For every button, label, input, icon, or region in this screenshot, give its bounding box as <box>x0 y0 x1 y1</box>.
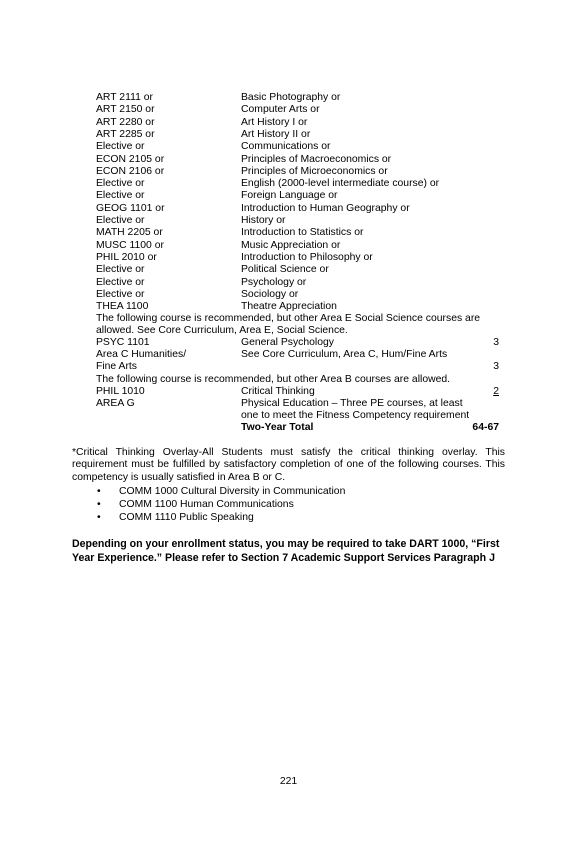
comm-course-item: COMM 1100 Human Communications <box>119 499 294 510</box>
critical-thinking-paragraph: *Critical Thinking Overlay-All Students must satisfy the critical thinking overlay. This requirement must be fulfilled by satisfactory completion of one of the following courses. This competency is usually satisfied in Area B or C. <box>72 447 505 483</box>
course-title: Music Appreciation or <box>241 240 341 251</box>
course-title: Sociology or <box>241 289 299 300</box>
course-code: Elective or <box>96 289 145 300</box>
dart-1000-note: Depending on your enrollment status, you may be required to take DART 1000, “First Year Experience.” Please refer to Section 7 Academic Support Services Paragraph J <box>72 538 500 564</box>
area-b-note: The following course is recommended, but other Area B courses are allowed. <box>96 374 451 385</box>
course-code: ART 2285 or <box>96 129 155 140</box>
area-g-title-line1: Physical Education – Three PE courses, at least <box>241 398 463 409</box>
course-title: Political Science or <box>241 264 329 275</box>
course-title: Communications or <box>241 141 331 152</box>
course-title: English (2000-level intermediate course) or <box>241 178 440 189</box>
bullet-icon: • <box>97 499 101 510</box>
course-code: MUSC 1100 or <box>96 240 164 251</box>
psyc-hours: 3 <box>493 337 499 348</box>
area-c-hours: 3 <box>493 361 499 372</box>
area-g-code: AREA G <box>96 398 135 409</box>
comm-course-item: COMM 1000 Cultural Diversity in Communication <box>119 486 346 497</box>
course-code: GEOG 1101 or <box>96 203 165 214</box>
two-year-total-label: Two-Year Total <box>241 422 314 433</box>
course-code: ART 2280 or <box>96 117 155 128</box>
course-code: MATH 2205 or <box>96 227 163 238</box>
bullet-icon: • <box>97 486 101 497</box>
course-title: Foreign Language or <box>241 190 338 201</box>
course-title: Art History I or <box>241 117 308 128</box>
phil-code: PHIL 1010 <box>96 386 145 397</box>
course-title: History or <box>241 215 286 226</box>
area-c-code-line1: Area C Humanities/ <box>96 349 187 360</box>
area-e-note-line2: allowed. See Core Curriculum, Area E, Social Science. <box>96 325 348 336</box>
two-year-total-hours: 64-67 <box>472 422 499 433</box>
phil-hours: 2 <box>493 386 499 397</box>
course-title: Principles of Microeconomics or <box>241 166 388 177</box>
course-code: ART 2150 or <box>96 104 155 115</box>
page-number: 221 <box>279 776 298 787</box>
area-e-note-line1: The following course is recommended, but other Area E Social Science courses are <box>96 313 481 324</box>
course-code: ART 2111 or <box>96 92 153 103</box>
course-code: Elective or <box>96 190 145 201</box>
course-code: ECON 2105 or <box>96 154 165 165</box>
psyc-title: General Psychology <box>241 337 334 348</box>
course-title: Basic Photography or <box>241 92 341 103</box>
course-code: THEA 1100 <box>96 301 149 312</box>
bullet-icon: • <box>97 512 101 523</box>
area-c-code-line2: Fine Arts <box>96 361 137 372</box>
area-g-title-line2: one to meet the Fitness Competency requirement <box>241 410 470 421</box>
course-code: ECON 2106 or <box>96 166 165 177</box>
course-code: Elective or <box>96 215 145 226</box>
course-title: Psychology or <box>241 277 307 288</box>
phil-title: Critical Thinking <box>241 386 315 397</box>
course-title: Computer Arts or <box>241 104 320 115</box>
course-code: Elective or <box>96 178 145 189</box>
course-title: Introduction to Philosophy or <box>241 252 373 263</box>
comm-course-item: COMM 1110 Public Speaking <box>119 512 254 523</box>
course-code: PHIL 2010 or <box>96 252 157 263</box>
course-title: Introduction to Statistics or <box>241 227 364 238</box>
psyc-code: PSYC 1101 <box>96 337 150 348</box>
course-code: Elective or <box>96 277 145 288</box>
course-title: Art History II or <box>241 129 311 140</box>
course-title: Principles of Macroeconomics or <box>241 154 392 165</box>
course-title: Theatre Appreciation <box>241 301 337 312</box>
area-c-title: See Core Curriculum, Area C, Hum/Fine Arts <box>241 349 448 360</box>
course-title: Introduction to Human Geography or <box>241 203 410 214</box>
course-code: Elective or <box>96 141 145 152</box>
course-code: Elective or <box>96 264 145 275</box>
